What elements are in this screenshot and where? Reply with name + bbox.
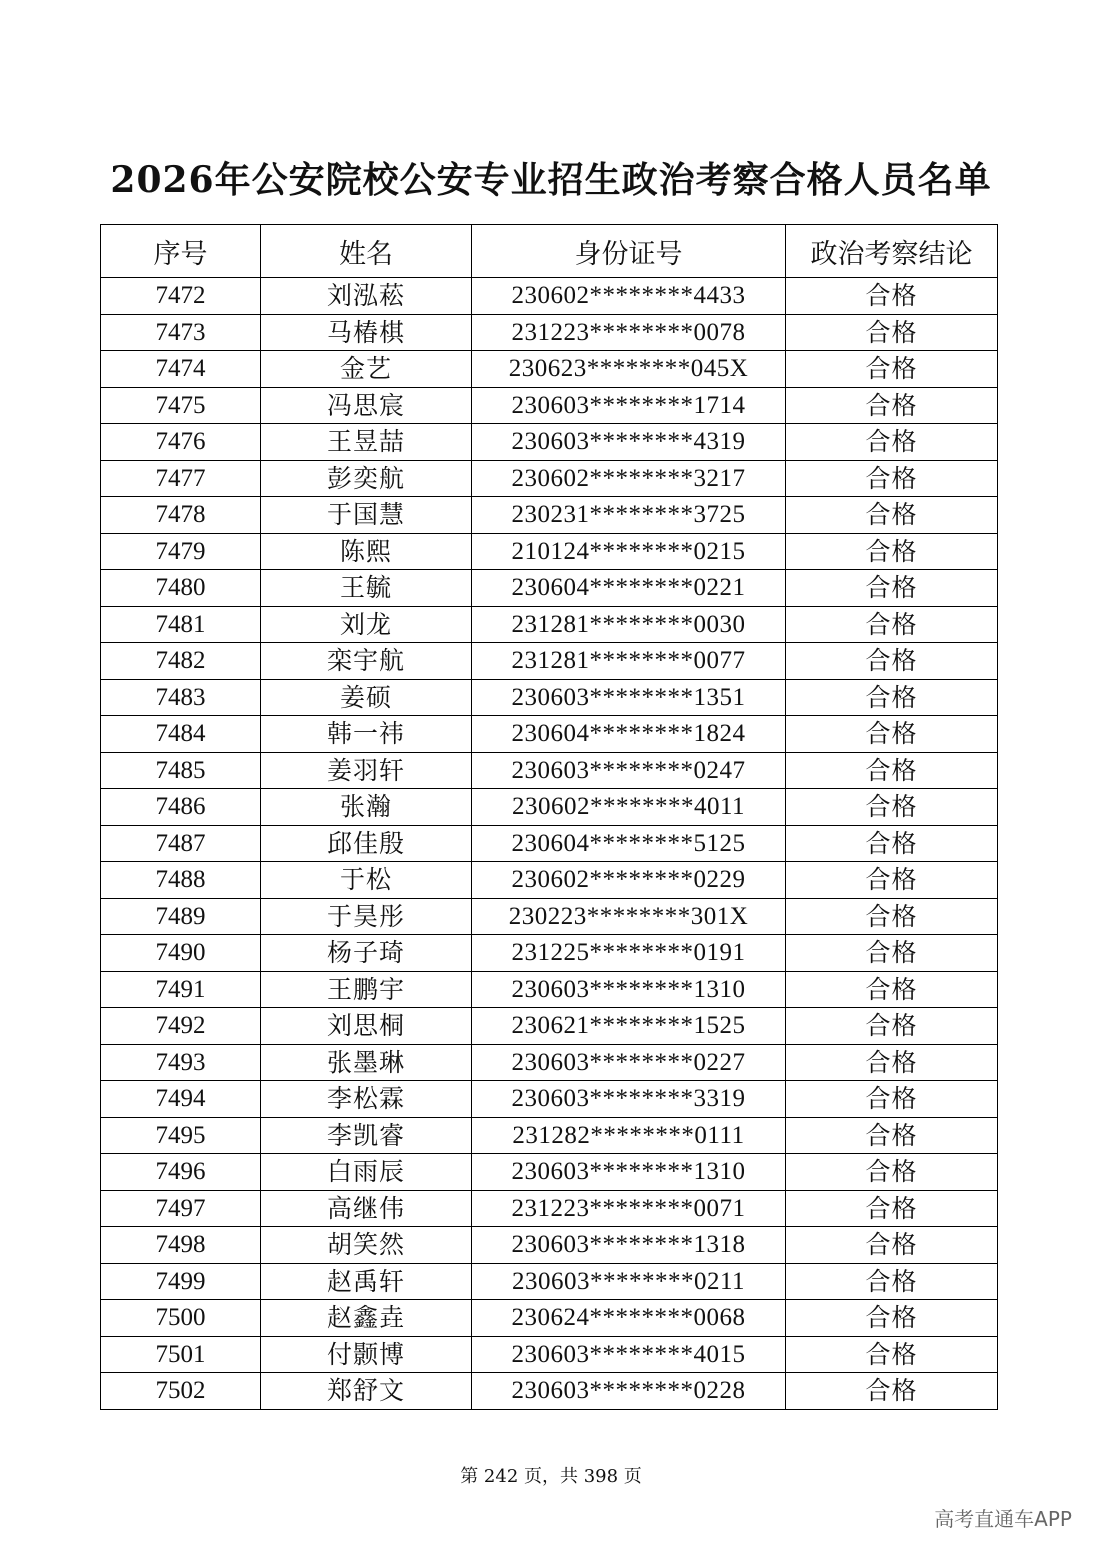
table-row	[101, 898, 998, 935]
conclusion-cell: 合格	[786, 1263, 998, 1300]
conclusion-cell: 合格	[786, 1373, 998, 1410]
table-row	[101, 1373, 998, 1410]
conclusion-cell: 合格	[786, 1044, 998, 1081]
table-row	[101, 387, 998, 424]
name-cell: 金艺	[261, 351, 472, 388]
id-number-cell: 230603********0227	[472, 1044, 786, 1081]
name-cell: 胡笑然	[261, 1227, 472, 1264]
conclusion-cell: 合格	[786, 935, 998, 972]
id-number-cell: 231225********0191	[472, 935, 786, 972]
name-cell: 于松	[261, 862, 472, 899]
serial-cell: 7481	[101, 606, 261, 643]
serial-cell: 7497	[101, 1190, 261, 1227]
serial-cell: 7482	[101, 643, 261, 680]
table-row	[101, 752, 998, 789]
table-row	[101, 971, 998, 1008]
conclusion-cell: 合格	[786, 752, 998, 789]
id-number-cell: 230223********301X	[472, 898, 786, 935]
conclusion-cell: 合格	[786, 825, 998, 862]
id-number-cell: 230602********4011	[472, 789, 786, 826]
serial-cell: 7484	[101, 716, 261, 753]
table-row	[101, 1044, 998, 1081]
conclusion-cell: 合格	[786, 1336, 998, 1373]
table-row	[101, 1336, 998, 1373]
name-cell: 韩一祎	[261, 716, 472, 753]
document-title: 2026年公安院校公安专业招生政治考察合格人员名单	[110, 159, 992, 201]
conclusion-cell: 合格	[786, 716, 998, 753]
table-row	[101, 1117, 998, 1154]
name-cell: 冯思宸	[261, 387, 472, 424]
serial-cell: 7477	[101, 460, 261, 497]
table-row	[101, 1154, 998, 1191]
id-number-cell: 230603********1310	[472, 1154, 786, 1191]
conclusion-cell: 合格	[786, 570, 998, 607]
conclusion-cell: 合格	[786, 789, 998, 826]
conclusion-cell: 合格	[786, 1008, 998, 1045]
header-conclusion: 政治考察结论	[786, 225, 998, 278]
conclusion-cell: 合格	[786, 862, 998, 899]
name-cell: 姜羽轩	[261, 752, 472, 789]
conclusion-cell: 合格	[786, 606, 998, 643]
serial-cell: 7472	[101, 278, 261, 315]
serial-cell: 7498	[101, 1227, 261, 1264]
name-cell: 杨子琦	[261, 935, 472, 972]
id-number-cell: 230604********5125	[472, 825, 786, 862]
serial-cell: 7476	[101, 424, 261, 461]
id-number-cell: 230604********0221	[472, 570, 786, 607]
roster-table	[100, 224, 998, 1410]
header-serial: 序号	[101, 225, 261, 278]
conclusion-cell: 合格	[786, 679, 998, 716]
serial-cell: 7488	[101, 862, 261, 899]
table-row	[101, 1300, 998, 1337]
header-name: 姓名	[261, 225, 472, 278]
id-number-cell: 230621********1525	[472, 1008, 786, 1045]
name-cell: 郑舒文	[261, 1373, 472, 1410]
serial-cell: 7500	[101, 1300, 261, 1337]
conclusion-cell: 合格	[786, 460, 998, 497]
id-number-cell: 230603********0228	[472, 1373, 786, 1410]
conclusion-cell: 合格	[786, 898, 998, 935]
name-cell: 马椿棋	[261, 314, 472, 351]
id-number-cell: 230604********1824	[472, 716, 786, 753]
name-cell: 姜硕	[261, 679, 472, 716]
id-number-cell: 231223********0071	[472, 1190, 786, 1227]
serial-cell: 7487	[101, 825, 261, 862]
name-cell: 高继伟	[261, 1190, 472, 1227]
id-number-cell: 230603********1714	[472, 387, 786, 424]
table-row	[101, 643, 998, 680]
id-number-cell: 230603********0211	[472, 1263, 786, 1300]
conclusion-cell: 合格	[786, 1117, 998, 1154]
conclusion-cell: 合格	[786, 1081, 998, 1118]
id-number-cell: 231281********0077	[472, 643, 786, 680]
table-row	[101, 1227, 998, 1264]
name-cell: 邱佳殷	[261, 825, 472, 862]
name-cell: 陈熙	[261, 533, 472, 570]
table-row	[101, 1081, 998, 1118]
name-cell: 付颢博	[261, 1336, 472, 1373]
table-row	[101, 606, 998, 643]
conclusion-cell: 合格	[786, 314, 998, 351]
id-number-cell: 230603********3319	[472, 1081, 786, 1118]
name-cell: 王毓	[261, 570, 472, 607]
serial-cell: 7485	[101, 752, 261, 789]
conclusion-cell: 合格	[786, 533, 998, 570]
table-row	[101, 716, 998, 753]
name-cell: 刘思桐	[261, 1008, 472, 1045]
id-number-cell: 230603********1318	[472, 1227, 786, 1264]
table-row	[101, 1008, 998, 1045]
id-number-cell: 230623********045X	[472, 351, 786, 388]
table-row	[101, 679, 998, 716]
name-cell: 彭奕航	[261, 460, 472, 497]
name-cell: 王鹏宇	[261, 971, 472, 1008]
header-row	[101, 225, 998, 278]
table-row	[101, 460, 998, 497]
serial-cell: 7492	[101, 1008, 261, 1045]
serial-cell: 7491	[101, 971, 261, 1008]
table-row	[101, 825, 998, 862]
name-cell: 赵鑫垚	[261, 1300, 472, 1337]
table-row	[101, 862, 998, 899]
serial-cell: 7501	[101, 1336, 261, 1373]
id-number-cell: 210124********0215	[472, 533, 786, 570]
serial-cell: 7496	[101, 1154, 261, 1191]
serial-cell: 7489	[101, 898, 261, 935]
serial-cell: 7499	[101, 1263, 261, 1300]
table-row	[101, 314, 998, 351]
table-row	[101, 424, 998, 461]
conclusion-cell: 合格	[786, 497, 998, 534]
header-id-number: 身份证号	[472, 225, 786, 278]
name-cell: 于昊彤	[261, 898, 472, 935]
name-cell: 刘泓菘	[261, 278, 472, 315]
serial-cell: 7494	[101, 1081, 261, 1118]
watermark-logo-text: 高考直通车APP	[934, 1507, 1072, 1531]
table-row	[101, 497, 998, 534]
conclusion-cell: 合格	[786, 971, 998, 1008]
id-number-cell: 230602********3217	[472, 460, 786, 497]
name-cell: 刘龙	[261, 606, 472, 643]
serial-cell: 7479	[101, 533, 261, 570]
id-number-cell: 230602********4433	[472, 278, 786, 315]
serial-cell: 7493	[101, 1044, 261, 1081]
id-number-cell: 230603********0247	[472, 752, 786, 789]
serial-cell: 7486	[101, 789, 261, 826]
conclusion-cell: 合格	[786, 1227, 998, 1264]
name-cell: 张瀚	[261, 789, 472, 826]
name-cell: 白雨辰	[261, 1154, 472, 1191]
table-row	[101, 533, 998, 570]
page-number: 第 242 页，共 398 页	[460, 1466, 642, 1487]
conclusion-cell: 合格	[786, 643, 998, 680]
serial-cell: 7502	[101, 1373, 261, 1410]
serial-cell: 7474	[101, 351, 261, 388]
conclusion-cell: 合格	[786, 278, 998, 315]
id-number-cell: 231281********0030	[472, 606, 786, 643]
conclusion-cell: 合格	[786, 351, 998, 388]
id-number-cell: 230602********0229	[472, 862, 786, 899]
serial-cell: 7475	[101, 387, 261, 424]
name-cell: 栾宇航	[261, 643, 472, 680]
name-cell: 王昱喆	[261, 424, 472, 461]
serial-cell: 7490	[101, 935, 261, 972]
id-number-cell: 230603********4015	[472, 1336, 786, 1373]
id-number-cell: 230603********1351	[472, 679, 786, 716]
table-header	[101, 225, 998, 278]
conclusion-cell: 合格	[786, 387, 998, 424]
table-row	[101, 278, 998, 315]
name-cell: 于国慧	[261, 497, 472, 534]
name-cell: 李凯睿	[261, 1117, 472, 1154]
serial-cell: 7473	[101, 314, 261, 351]
table-body	[101, 278, 998, 1410]
name-cell: 张墨琳	[261, 1044, 472, 1081]
table-row	[101, 1263, 998, 1300]
table-row	[101, 351, 998, 388]
table-row	[101, 935, 998, 972]
table-row	[101, 789, 998, 826]
serial-cell: 7478	[101, 497, 261, 534]
table-row	[101, 570, 998, 607]
serial-cell: 7480	[101, 570, 261, 607]
id-number-cell: 230624********0068	[472, 1300, 786, 1337]
conclusion-cell: 合格	[786, 1190, 998, 1227]
id-number-cell: 231282********0111	[472, 1117, 786, 1154]
id-number-cell: 230603********1310	[472, 971, 786, 1008]
table-row	[101, 1190, 998, 1227]
conclusion-cell: 合格	[786, 1300, 998, 1337]
id-number-cell: 230603********4319	[472, 424, 786, 461]
conclusion-cell: 合格	[786, 424, 998, 461]
conclusion-cell: 合格	[786, 1154, 998, 1191]
serial-cell: 7483	[101, 679, 261, 716]
serial-cell: 7495	[101, 1117, 261, 1154]
id-number-cell: 230231********3725	[472, 497, 786, 534]
name-cell: 赵禹轩	[261, 1263, 472, 1300]
name-cell: 李松霖	[261, 1081, 472, 1118]
id-number-cell: 231223********0078	[472, 314, 786, 351]
